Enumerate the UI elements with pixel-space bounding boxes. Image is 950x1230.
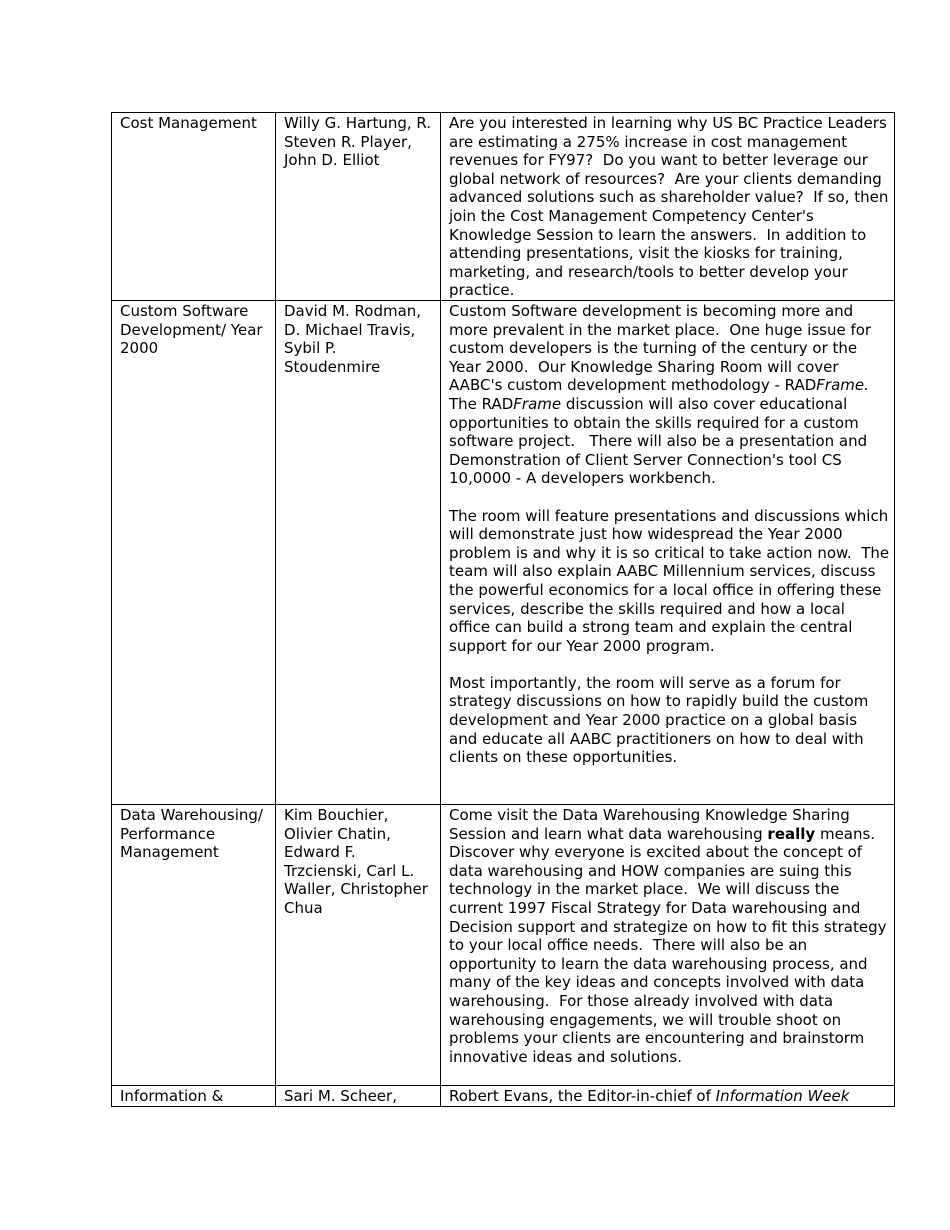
- description-text: Custom Software development is becoming more and more prevalent in the market place. One huge issue for custom developers is the turning of the century or the Year 2000. Our Knowledge Sharing Room will cover AABC's custom development methodology - RAD: [449, 302, 876, 395]
- session-row: [112, 113, 895, 301]
- description-paragraph: [449, 806, 890, 1066]
- description-paragraph: [449, 1087, 890, 1106]
- description-text: The room will feature presentations and discussions which will demonstrate just how widespread the Year 2000 problem is and why it is so critical to take action now. The team will also explain AABC Millennium services, discuss the powerful economics for a local office in offering these services, describe the skills required and how a local office can build a strong team and explain the central support for our Year 2000 program.: [449, 506, 894, 655]
- description-text: Most importantly, the room will serve as a forum for strategy discussions on how to rapidly build the custom development and Year 2000 practice on a global basis and educate all AABC practitioners on how to deal with clients on these opportunities.: [449, 673, 874, 767]
- description-text: really: [767, 824, 816, 843]
- description-text: Frame: [513, 394, 562, 413]
- topic-cell: Custom Software Development/ Year 2000: [112, 301, 276, 805]
- topic-cell: Data Warehousing/ Performance Management: [112, 805, 276, 1086]
- description-cell: [441, 113, 895, 301]
- presenters-cell: David M. Rodman, D. Michael Travis, Sybil P. Stoudenmire: [276, 301, 441, 805]
- presenters-cell: Kim Bouchier, Olivier Chatin, Edward F. Trzcienski, Carl L. Waller, Christopher Chua: [276, 805, 441, 1086]
- session-row: [112, 301, 895, 805]
- description-text: Frame.: [816, 376, 869, 395]
- topic-cell: Cost Management: [112, 113, 276, 301]
- description-text: means. Discover why everyone is excited about the concept of data warehousing and HOW companies are suing this technology in the market place. We will discuss the current 1997 Fiscal Strategy for Data warehousing and Decision support and strategize on how to fit this strategy to your local office needs. There will also be an opportunity to learn the data warehousing process, and many of the key ideas and concepts involved with data warehousing. For those already involved with data warehousing engagements, we will trouble shoot on problems your clients are encountering and brainstorm innovative ideas and solutions.: [449, 824, 892, 1066]
- description-text: Are you interested in learning why US BC Practice Leaders are estimating a 275% increase in cost management revenues for FY97? Do you want to better leverage our global network of resources? Are your clients demanding advanced solutions such as shareholder value? If so, then join the Cost Management Competency Center's Knowledge Session to learn the answers. In addition to attending presentations, visit the kiosks for training, marketing, and research/tools to better develop your practice.: [449, 114, 894, 300]
- topic-cell: Information &: [112, 1086, 276, 1107]
- sessions-table: [111, 112, 895, 1107]
- description-paragraph: [449, 114, 894, 300]
- description-paragraph: [449, 674, 890, 767]
- presenters-cell: Sari M. Scheer,: [276, 1086, 441, 1107]
- description-paragraph: [449, 506, 894, 656]
- description-text: The RAD: [449, 376, 879, 413]
- session-row: [112, 805, 895, 1086]
- description-text: Come visit the Data Warehousing Knowledge Sharing Session and learn what data warehousing: [449, 806, 855, 843]
- description-text: Information Week: [715, 1087, 850, 1105]
- description-text: Robert Evans, the Editor-in-chief of: [449, 1087, 716, 1105]
- description-text: discussion will also cover educational opportunities to obtain the skills required for a custom software project. There will also be a presentation and Demonstration of Client Server Connection's tool CS 10,0000 - A developers workbench.: [449, 394, 872, 488]
- description-cell: [441, 1086, 895, 1107]
- presenters-cell: Willy G. Hartung, R. Steven R. Player, John D. Elliot: [276, 113, 441, 301]
- session-row: [112, 1086, 895, 1107]
- description-cell: [441, 301, 895, 805]
- description-paragraph: [449, 302, 890, 488]
- description-cell: [441, 805, 895, 1086]
